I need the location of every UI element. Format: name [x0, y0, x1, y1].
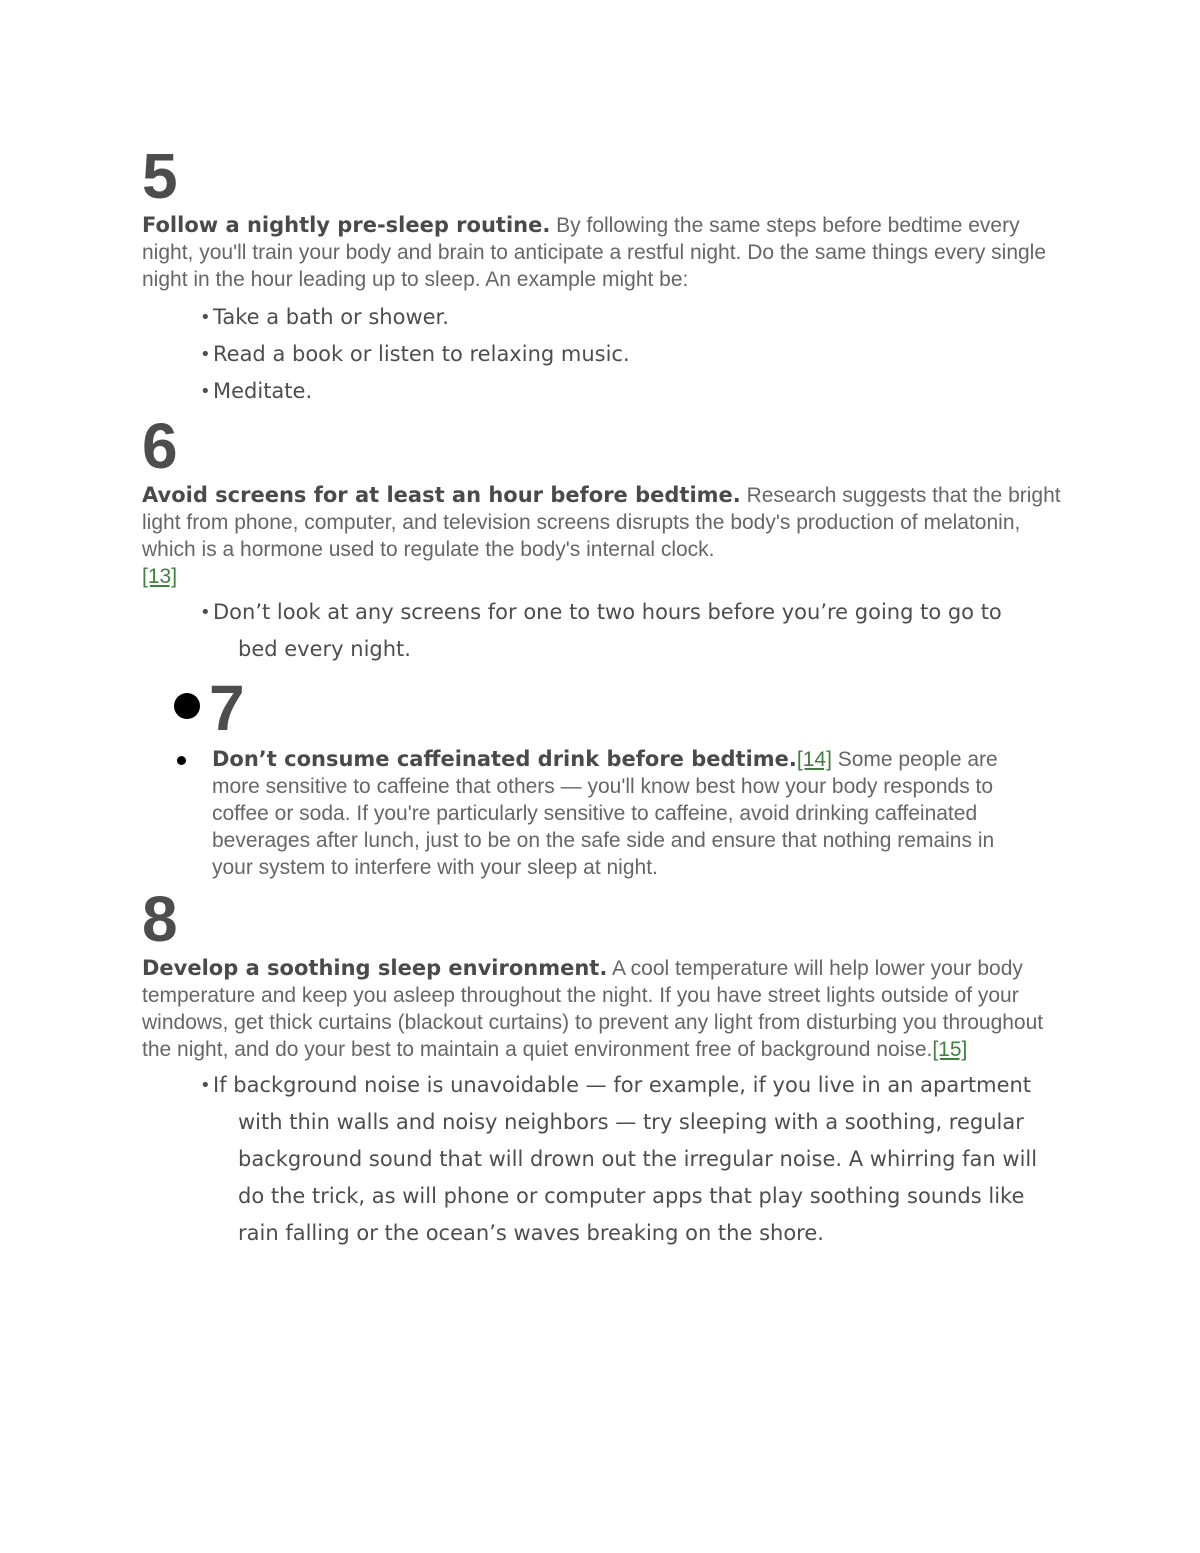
bullet-icon: •: [200, 381, 211, 402]
step-paragraph: [142, 955, 1062, 1063]
list-item: [200, 1067, 1062, 1252]
bullet-icon: [177, 756, 186, 765]
step-lead: Don’t consume caffeinated drink before bedtime.: [212, 747, 797, 771]
list-item: [200, 299, 1062, 336]
step-number: 8: [142, 883, 177, 955]
list-item-text: If background noise is unavoidable — for example, if you live in an apartment with thin walls and noisy neighbors — try sleeping with a soothing, regular background sound that will drown out the irregular noise. A whirring fan will do the trick, as will phone or computer apps that play soothing sounds like rain falling or the ocean’s waves breaking on the shore.: [213, 1073, 1038, 1245]
bullet-icon: •: [200, 1075, 211, 1096]
step-paragraph: [212, 746, 1002, 881]
step-number: 5: [142, 140, 177, 212]
list-item-text: Take a bath or shower.: [213, 305, 449, 329]
step-number-row: [142, 672, 1062, 746]
list-item: [200, 594, 1062, 668]
document-page: [142, 140, 1062, 1252]
step-7: [142, 672, 1062, 881]
list-item: [200, 373, 1062, 410]
step-5: [142, 140, 1062, 410]
list-item-text: Don’t look at any screens for one to two hours before you’re going to go to bed every night.: [213, 600, 1002, 661]
reference-link[interactable]: [14]: [796, 748, 832, 771]
step-6: [142, 410, 1062, 668]
list-item-text: Read a book or listen to relaxing music.: [213, 342, 630, 366]
list-item: [200, 336, 1062, 373]
step-lead: Avoid screens for at least an hour before bedtime.: [142, 483, 741, 507]
step-body: [142, 746, 1002, 881]
bullet-icon: •: [200, 344, 211, 365]
bullet-icon: [174, 693, 200, 719]
step-paragraph: [142, 482, 1062, 590]
step-number: 7: [209, 672, 244, 744]
step-text: By following the same steps before bedtime every night, you'll train your body and brain to anticipate a restful night. Do the same things every single night in the hour leading up to sleep. An example might be:: [142, 214, 1047, 291]
bullet-icon: •: [200, 602, 211, 623]
bullet-icon: •: [200, 307, 211, 328]
reference-link[interactable]: [15]: [932, 1038, 968, 1061]
bullet-list: [142, 594, 1062, 668]
step-lead: Follow a nightly pre-sleep routine.: [142, 213, 551, 237]
step-8: [142, 883, 1062, 1252]
step-text: Research suggests that the bright light from phone, computer, and television screens disrupts the body's production of melatonin, which is a hormone used to regulate the body's internal clock.: [142, 484, 1061, 561]
list-item-text: Meditate.: [213, 379, 313, 403]
step-text: A cool temperature will help lower your body temperature and keep you asleep throughout the night. If you have street lights outside of your windows, get thick curtains (blackout curtains) to prevent any light from disturbing you throughout the night, and do your best to maintain a quiet environment free of background noise.: [142, 957, 1044, 1061]
step-lead: Develop a soothing sleep environment.: [142, 956, 608, 980]
bullet-list: [142, 1067, 1062, 1252]
reference-link[interactable]: [13]: [142, 565, 178, 588]
step-text: Some people are more sensitive to caffeine that others — you'll know best how your body responds to coffee or soda. If you're particularly sensitive to caffeine, avoid drinking caffeinated beverages after lunch, just to be on the safe side and ensure that nothing remains in your system to interfere with your sleep at night.: [212, 748, 998, 879]
bullet-list: [142, 299, 1062, 410]
step-paragraph: [142, 212, 1062, 293]
step-number: 6: [142, 410, 177, 482]
